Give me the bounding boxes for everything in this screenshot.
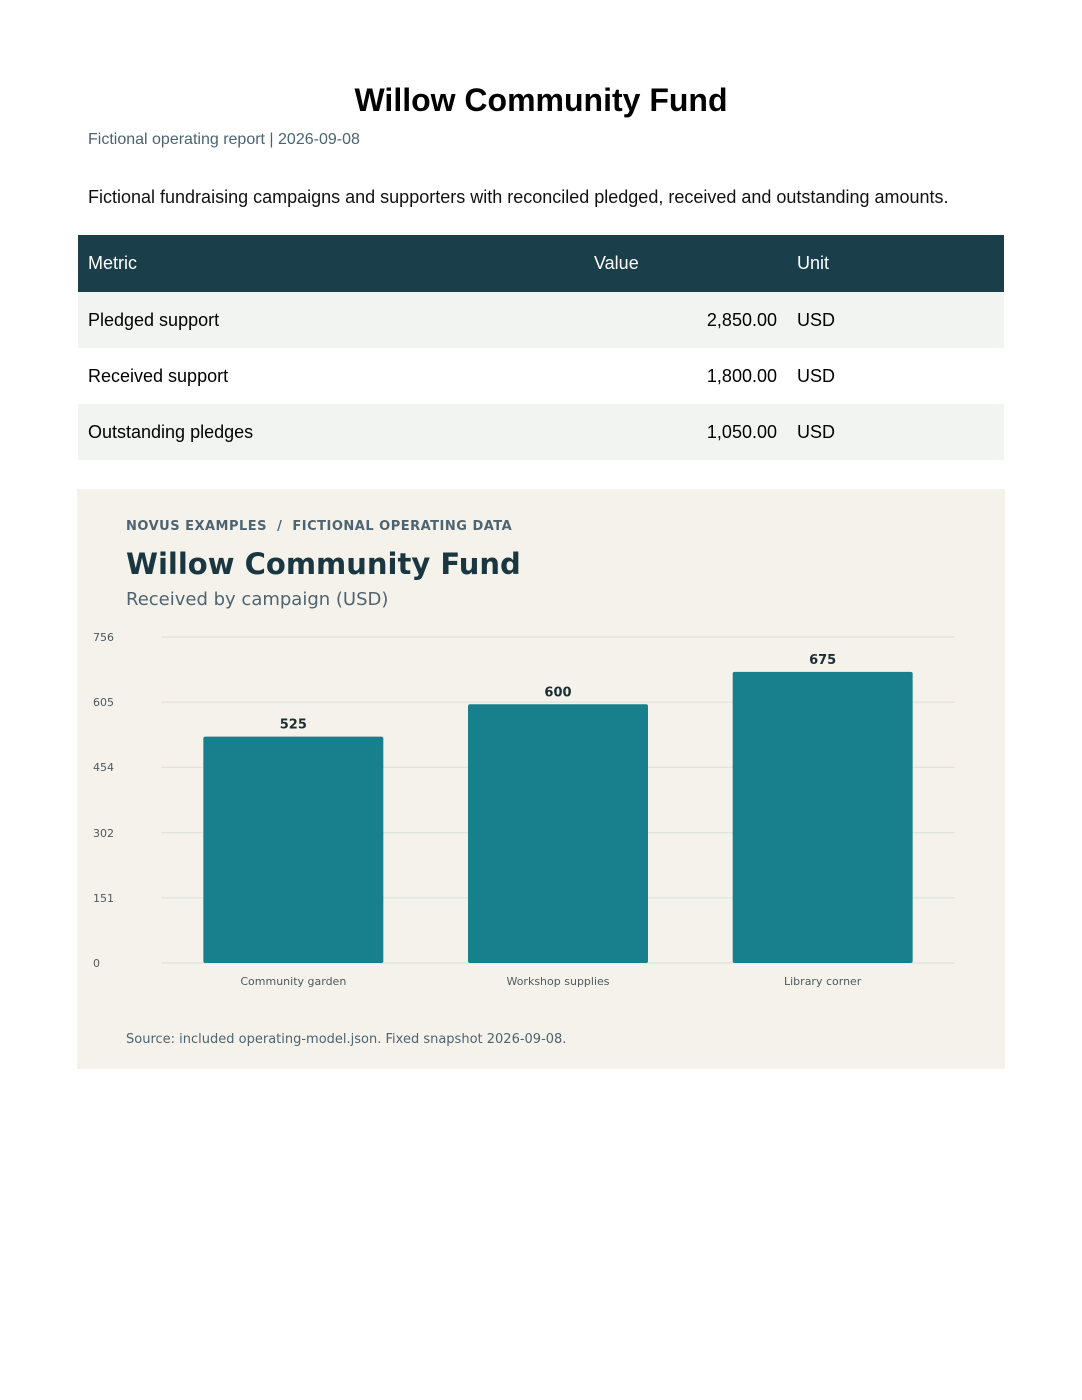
unit-cell: USD xyxy=(787,292,1004,348)
header-metric: Metric xyxy=(78,235,584,292)
table-row xyxy=(78,348,1004,404)
unit-cell: USD xyxy=(787,348,1004,404)
report-intro: Fictional fundraising campaigns and supporters with reconciled pledged, received and outstanding amounts. xyxy=(88,187,949,207)
data-label: 525 xyxy=(279,717,307,733)
metric-cell: Received support xyxy=(78,348,584,404)
table-row xyxy=(78,292,1004,348)
report-subtitle: Fictional operating report | 2026-09-08 xyxy=(88,131,360,148)
x-tick-label: Library corner xyxy=(784,975,862,988)
y-tick-label: 454 xyxy=(93,761,114,775)
x-tick-label: Workshop supplies xyxy=(506,975,610,988)
y-tick-label: 756 xyxy=(93,631,114,644)
y-tick-label: 302 xyxy=(93,826,114,840)
chart-panel xyxy=(77,489,1005,1069)
plot-area xyxy=(93,631,955,988)
y-tick-label: 151 xyxy=(93,891,114,905)
y-tick-label: 0 xyxy=(93,957,100,970)
chart-title: Willow Community Fund xyxy=(126,547,521,581)
metrics-table xyxy=(78,235,1004,460)
bar-chart xyxy=(77,489,1005,1069)
page-title: Willow Community Fund xyxy=(354,82,728,118)
data-label: 675 xyxy=(809,652,837,668)
table-row xyxy=(78,404,1004,460)
value-cell: 1,050.00 xyxy=(584,404,787,460)
chart-kicker: NOVUS EXAMPLES / FICTIONAL OPERATING DATA xyxy=(126,519,513,534)
chart-source: Source: included operating-model.json. Fixed snapshot 2026-09-08. xyxy=(126,1032,567,1047)
table-header-row xyxy=(78,235,1004,292)
bar xyxy=(468,704,648,963)
metric-cell: Pledged support xyxy=(78,292,584,348)
unit-cell: USD xyxy=(787,404,1004,460)
metric-cell: Outstanding pledges xyxy=(78,404,584,460)
data-label: 600 xyxy=(544,685,572,701)
value-cell: 1,800.00 xyxy=(584,348,787,404)
bar xyxy=(733,672,913,963)
header-value: Value xyxy=(584,235,787,292)
chart-subtitle: Received by campaign (USD) xyxy=(126,589,389,610)
y-tick-label: 605 xyxy=(93,696,114,710)
value-cell: 2,850.00 xyxy=(584,292,787,348)
x-tick-label: Community garden xyxy=(240,975,347,988)
bar xyxy=(203,737,383,963)
header-unit: Unit xyxy=(787,235,1004,292)
